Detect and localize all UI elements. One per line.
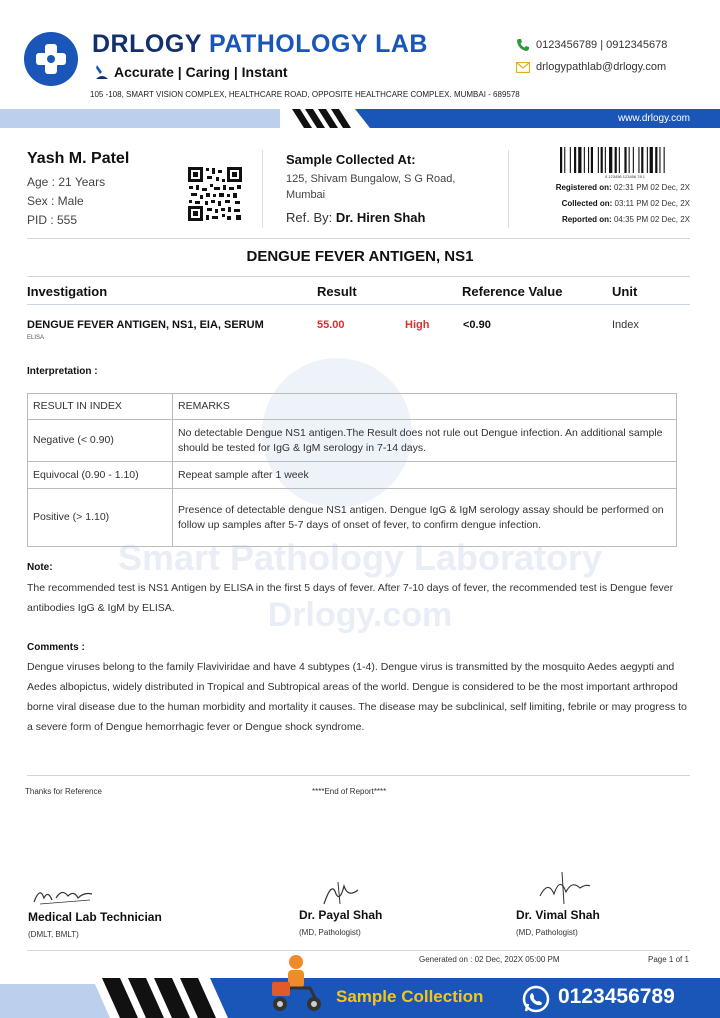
lab-name: DRLOGY PATHOLOGY LAB: [92, 30, 428, 58]
reference-value: <0.90: [463, 319, 491, 331]
report-title: DENGUE FEVER ANTIGEN, NS1: [246, 248, 474, 265]
investigation-method: ELISA: [27, 335, 45, 341]
medical-cross-icon: [24, 32, 78, 86]
phone-icon: [516, 38, 530, 52]
table-row: [28, 394, 677, 420]
col-investigation: Investigation: [27, 284, 108, 299]
patient-age: Age : 21 Years: [27, 175, 106, 189]
comments-label: Comments :: [27, 642, 85, 653]
watermark-subtext: Drlogy.com: [267, 596, 453, 634]
watermark-text: Smart Pathology Laboratory: [117, 537, 603, 578]
note-text: The recommended test is NS1 Antigen by ELISA in the first 5 days of fever. After 7-10 days of fever, the recommended test is Dengue fever antibodies IgG & IgM by ELISA.: [27, 582, 674, 614]
barcode: [560, 147, 690, 173]
result-unit: Index: [612, 319, 639, 331]
whatsapp-number[interactable]: 0123456789: [558, 985, 675, 1008]
patient-name: Yash M. Patel: [27, 150, 130, 167]
whatsapp-icon: [521, 984, 551, 1014]
comments-text: Dengue viruses belong to the family Flaviviridae and have 4 subtypes (1-4). Dengue virus is transmitted by the mosquito Aedes aegypti and Aedes albopictus, widely distributed in Tropical and Subtropical areas of the world. Dengue is considered to be the most important arthropod borne viral disease due to the human morbidity and mortality it causes. The disease may be subclinical, self limiting, febrile or may progress to a severe form of Dengue hemorrhagic fever or Dengue shock syndrome.: [27, 661, 687, 733]
col-reference: Reference Value: [462, 284, 563, 299]
table-row: [28, 462, 677, 489]
signature-technician: [30, 884, 100, 908]
microscope-icon: [94, 63, 110, 84]
divider: [262, 150, 263, 228]
qr-code: [187, 166, 243, 222]
sample-collected-title: Sample Collected At:: [286, 152, 416, 167]
col-unit: Unit: [612, 284, 638, 299]
patient-sex: Sex : Male: [27, 194, 84, 208]
table-cell: Repeat sample after 1 week: [173, 462, 677, 489]
divider: [27, 238, 690, 239]
signatory-qualification: (MD, Pathologist): [516, 928, 578, 937]
note-label: Note:: [27, 562, 53, 573]
page-number: Page 1 of 1: [648, 955, 689, 964]
signatory-title: Dr. Payal Shah: [299, 908, 383, 922]
signatory-qualification: (DMLT, BMLT): [28, 930, 79, 939]
lab-logo: [24, 32, 78, 86]
sample-address: 125, Shivam Bungalow, S G Road, Mumbai: [286, 173, 456, 201]
thanks-text: Thanks for Reference: [25, 787, 102, 796]
table-cell: Presence of detectable dengue NS1 antigen. Dengue IgG & IgM serology assay should be performed on follow up samples after 5-7 days of onset of fever, to confirm dengue infection.: [173, 489, 677, 547]
table-cell: Positive (> 1.10): [28, 489, 173, 547]
interpretation-label: Interpretation :: [27, 366, 98, 377]
email-contact[interactable]: drlogypathlab@drlogy.com: [516, 61, 666, 73]
email-icon: [516, 62, 530, 73]
lab-tagline: Accurate | Caring | Instant: [94, 63, 288, 84]
investigation-name: DENGUE FEVER ANTIGEN, NS1, EIA, SERUM: [27, 319, 264, 331]
table-cell: No detectable Dengue NS1 antigen.The Result does not rule out Dengue infection. An additional sample should be tested for IgG & IgM serology in 7-14 days.: [173, 420, 677, 462]
signature-vimal-shah: [536, 870, 592, 906]
signatory-title: Medical Lab Technician: [28, 910, 162, 924]
table-cell: Negative (< 0.90): [28, 420, 173, 462]
end-of-report: ****End of Report****: [312, 787, 387, 796]
divider: [27, 775, 690, 776]
website-link[interactable]: www.drlogy.com: [617, 113, 690, 124]
col-result: Result: [317, 284, 357, 299]
table-row: [28, 489, 677, 547]
generated-on: Generated on : 02 Dec, 202X 05:00 PM: [419, 955, 560, 964]
divider: [27, 276, 690, 277]
phone-contact: 0123456789 | 0912345678: [516, 38, 667, 52]
patient-pid: PID : 555: [27, 213, 78, 227]
sample-collection-label: Sample Collection: [336, 987, 484, 1006]
registered-on: Registered on: 02:31 PM 02 Dec, 2X: [555, 183, 690, 192]
divider: [27, 950, 690, 951]
signature-payal-shah: [318, 878, 364, 908]
referred-by: Ref. By: Dr. Hiren Shah: [286, 210, 426, 225]
delivery-person-icon: [266, 952, 328, 1014]
divider: [27, 304, 690, 305]
divider: [508, 150, 509, 228]
interpretation-table: [27, 393, 677, 547]
reported-on: Reported on: 04:35 PM 02 Dec, 2X: [561, 215, 690, 224]
table-cell: Equivocal (0.90 - 1.10): [28, 462, 173, 489]
table-header-cell: RESULT IN INDEX: [28, 394, 173, 420]
result-flag: High: [405, 319, 430, 331]
header-band: [0, 109, 720, 128]
collected-on: Collected on: 03:11 PM 02 Dec, 2X: [561, 199, 690, 208]
table-row: [28, 420, 677, 462]
lab-address: 105 -108, SMART VISION COMPLEX, HEALTHCARE ROAD, OPPOSITE HEALTHCARE COMPLEX. MUMBAI - 689578: [90, 90, 520, 99]
result-value: 55.00: [317, 319, 345, 331]
signatory-qualification: (MD, Pathologist): [299, 928, 361, 937]
signatory-title: Dr. Vimal Shah: [516, 908, 600, 922]
barcode-number: 0 123456 123456 78 1: [604, 174, 646, 179]
table-header-cell: REMARKS: [173, 394, 677, 420]
